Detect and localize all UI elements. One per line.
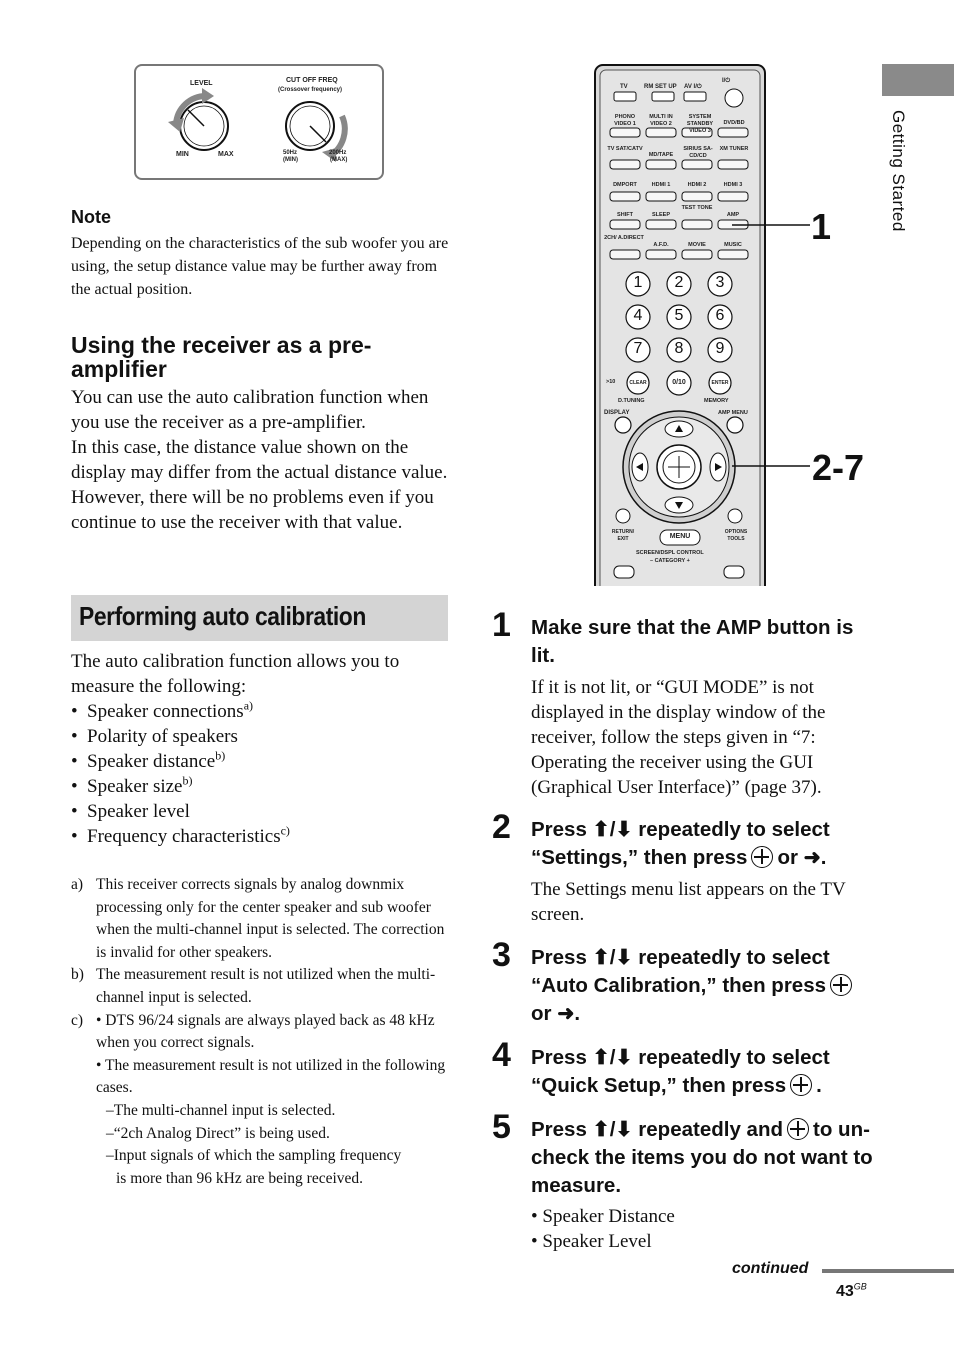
list-item: • Speaker size$^{b)}$ xyxy=(71,774,451,799)
remote-btn-label: SHIFT xyxy=(617,212,633,218)
remote-btn-label: A.F.D. xyxy=(653,242,669,248)
remote-btn-label: SIRIUS SA-CD/CD xyxy=(683,146,713,159)
step-number: 5 xyxy=(492,1108,511,1146)
list-item: • Polarity of speakers xyxy=(71,724,451,749)
remote-btn-label: PHONO VIDEO 1 xyxy=(614,114,636,127)
remote-screen-label: SCREEN/DSPL CONTROL xyxy=(636,550,704,556)
step-5-heading: Press ⬆/⬇ repeatedly and to un-check the items you do not want to measure. xyxy=(531,1118,873,1197)
footnote-b: b) The measurement result is not utilized when the multi-channel input is selected. xyxy=(71,966,436,1006)
enter-icon xyxy=(751,846,773,868)
step-number: 2 xyxy=(492,808,511,846)
measurement-list xyxy=(71,699,451,849)
section-intro: The auto calibration function allows you to measure the following: xyxy=(71,651,400,697)
remote-btn-label: MD/TAPE xyxy=(648,152,674,158)
callout-lines xyxy=(730,200,820,490)
remote-amp-label: AMP xyxy=(726,212,740,218)
high-freq-sub: (MAX) xyxy=(330,157,348,163)
remote-digit-label: 5 xyxy=(674,307,684,324)
remote-digit-label: 8 xyxy=(674,340,684,357)
remote-btn-label: HDMI 1 xyxy=(651,182,671,188)
continued-rule xyxy=(822,1269,954,1273)
remote-digit-label: 7 xyxy=(633,340,643,357)
subwoofer-knob-figure xyxy=(134,64,384,180)
remote-display-label: DISPLAY xyxy=(604,410,630,416)
step-3-heading: Press ⬆/⬇ repeatedly to select “Auto Calibration,” then pressor ➜. xyxy=(531,944,876,1028)
enter-icon xyxy=(787,1118,809,1140)
remote-return-label: RETURN/ EXIT xyxy=(611,529,635,542)
low-freq-sub: (MIN) xyxy=(283,157,298,163)
list-item: • Speaker distance$^{b)}$ xyxy=(71,749,451,774)
page-number: $43^{GB}$ xyxy=(836,1281,867,1300)
remote-power-label: I/⏻ xyxy=(722,78,731,84)
step-1-body: If it is not lit, or “GUI MODE” is not displayed in the display window of the receiver, follow the steps given in “7: Operating the receiver using the GUI (Graphical User Interface)” (page 37). xyxy=(531,677,826,798)
remote-zero-label: 0/10 xyxy=(672,379,686,386)
remote-btn-label: DVD/BD xyxy=(723,120,745,126)
min-label: MIN xyxy=(176,151,189,158)
step-2-body: The Settings menu list appears on the TV screen. xyxy=(531,879,846,925)
remote-options-label: OPTIONS TOOLS xyxy=(724,529,748,542)
remote-btn-label: HDMI 2 xyxy=(687,182,707,188)
chapter-tab-marker xyxy=(882,64,954,96)
remote-digit-label: 2 xyxy=(674,274,684,291)
cutoff-sub-label: (Crossover frequency) xyxy=(278,87,343,93)
list-item: • Frequency characteristics$^{c)}$ xyxy=(71,824,451,849)
remote-digit-label: 3 xyxy=(715,274,725,291)
callout-1: 1 xyxy=(811,206,832,247)
list-item: • Speaker Level xyxy=(531,1231,652,1252)
remote-av-power-label: AV I/⏻ xyxy=(684,84,702,90)
remote-gt10-label: >10 xyxy=(606,379,616,385)
preamp-heading: Using the receiver as a pre-amplifier xyxy=(71,332,372,382)
remote-memory-label: MEMORY xyxy=(704,398,729,404)
preamp-para-1: You can use the auto calibration function when you use the receiver as a pre-amplifier. xyxy=(71,387,429,433)
remote-ampmenu-label: AMP MENU xyxy=(718,410,748,416)
step-1-heading: Make sure that the AMP button is lit. xyxy=(531,616,854,667)
remote-btn-label: SLEEP xyxy=(651,212,671,218)
remote-menu-label: MENU xyxy=(669,533,691,540)
remote-clear-label: CLEAR xyxy=(629,380,647,386)
remote-btn-label: SYSTEM STANDBY VIDEO 3 xyxy=(686,114,714,134)
note-body: Depending on the characteristics of the sub woofer you are using, the setup distance value may be further away from the actual position. xyxy=(71,235,449,298)
step-number: 4 xyxy=(492,1036,511,1074)
low-freq-label: 50Hz xyxy=(283,150,298,156)
cutoff-label: CUT OFF FREQ xyxy=(286,77,338,84)
remote-btn-label: HDMI 3 xyxy=(723,182,743,188)
remote-rmsetup-label: RM SET UP xyxy=(644,84,677,90)
remote-digit-label: 6 xyxy=(715,307,725,324)
remote-btn-label: TV SAT/CATV xyxy=(607,146,643,152)
remote-btn-label: MULTI IN VIDEO 2 xyxy=(649,114,673,127)
list-item: • Speaker Distance xyxy=(531,1206,675,1227)
remote-digit-label: 4 xyxy=(633,307,643,324)
continued-label: continued xyxy=(732,1260,809,1277)
preamp-para-2: In this case, the distance value shown on the display may differ from the actual distance value. However, there will be no problems even if you continue to use the receiver with that value. xyxy=(71,437,448,533)
step-5-items xyxy=(531,1204,876,1254)
step-number: 1 xyxy=(492,606,511,644)
max-label: MAX xyxy=(218,151,234,158)
remote-category-label: – CATEGORY + xyxy=(650,558,690,564)
step-4-heading: Press ⬆/⬇ repeatedly to select “Quick Setup,” then press . xyxy=(531,1046,830,1097)
chapter-label: Getting Started xyxy=(889,110,908,232)
footnote-a: a) This receiver corrects signals by analog downmix processing only for the center speaker and sub woofer when the multi-channel input is selected. The correction is invalid for other speakers. xyxy=(71,876,445,961)
enter-icon xyxy=(790,1074,812,1096)
list-item: • Speaker level xyxy=(71,799,451,824)
callout-2-7: 2-7 xyxy=(812,447,865,488)
footnotes xyxy=(71,874,451,1190)
remote-btn-label: DMPORT xyxy=(613,182,637,188)
high-freq-label: 200Hz xyxy=(329,150,347,156)
preamp-body xyxy=(71,385,451,535)
step-number: 3 xyxy=(492,936,511,974)
remote-tv-label: TV xyxy=(620,84,628,90)
step-2-heading: Press ⬆/⬇ repeatedly to select “Settings,” then press or ➜. xyxy=(531,818,830,869)
remote-dtuning-label: D.TUNING xyxy=(618,398,645,404)
section-title: Performing auto calibration xyxy=(79,601,366,631)
remote-btn-label: MUSIC xyxy=(724,242,742,248)
footnote-c: c) • DTS 96/24 signals are always played back as 48 kHz when you correct signals. • The measurement result is not utilized in the following cases. –The multi-channel input is selected. –“2ch Analog Direct” is being used. –Input signals of which the sampling frequency is more than 96 kHz are being received. xyxy=(71,1011,446,1187)
enter-icon xyxy=(830,974,852,996)
remote-digit-label: 1 xyxy=(633,274,643,291)
remote-digit-label: 9 xyxy=(715,340,725,357)
remote-btn-label: TEST TONE xyxy=(681,205,713,211)
note-title: Note xyxy=(71,207,111,227)
level-label: LEVEL xyxy=(190,80,213,87)
remote-btn-label: XM TUNER xyxy=(719,146,749,152)
remote-enter-label: ENTER xyxy=(711,380,729,386)
remote-btn-label: MOVIE xyxy=(688,242,706,248)
list-item: • Speaker connections$^{a)}$ xyxy=(71,699,451,724)
remote-btn-label: 2CH/ A.DIRECT xyxy=(604,235,644,241)
